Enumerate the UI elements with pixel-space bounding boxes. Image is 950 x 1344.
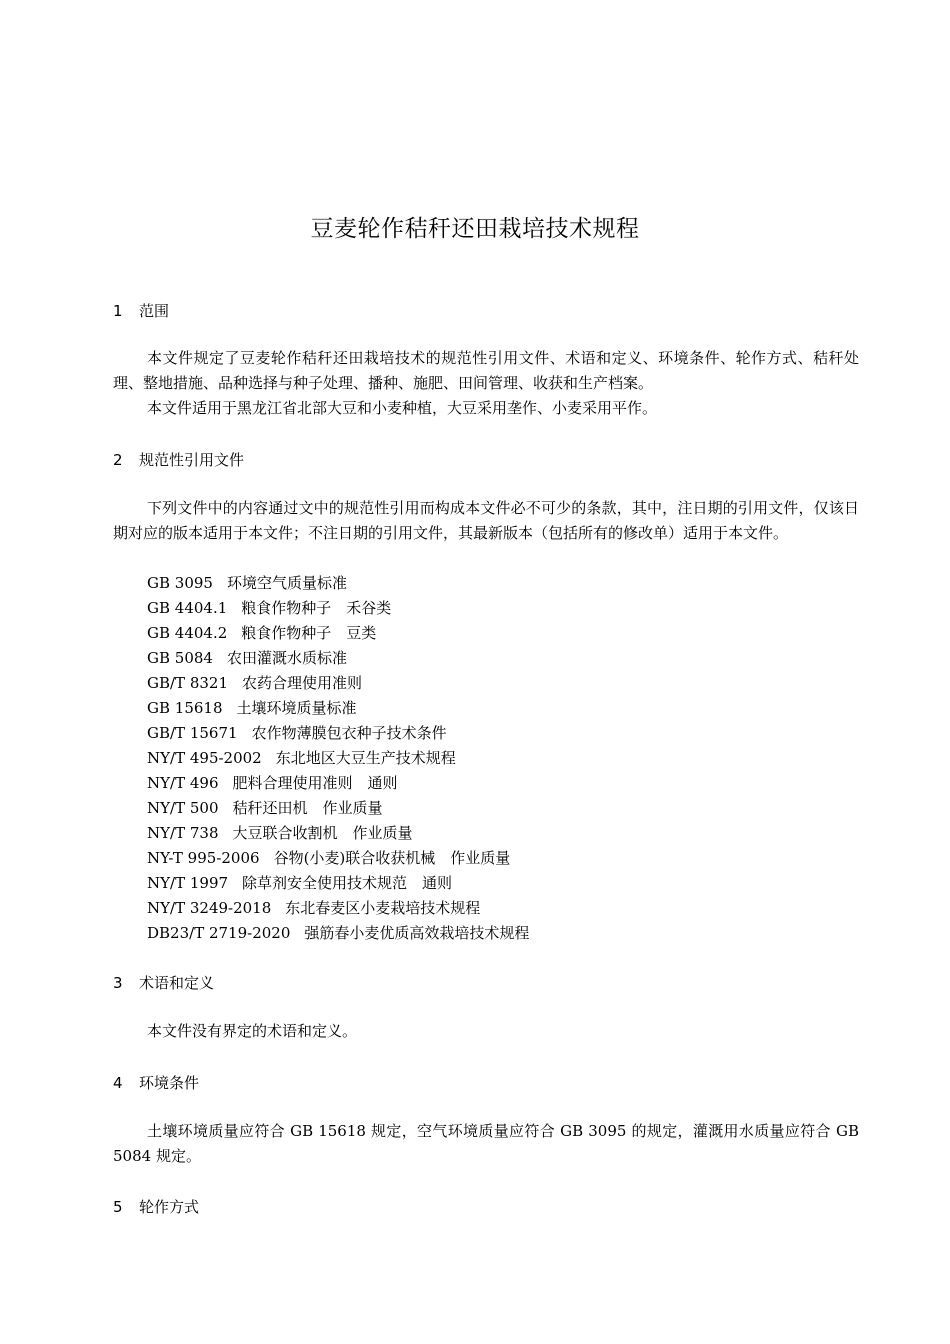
reference-code: GB 15618: [147, 699, 223, 717]
reference-item: [147, 621, 376, 646]
reference-code: NY/T 738: [147, 824, 219, 842]
reference-code: GB/T 15671: [147, 724, 238, 742]
section-heading-1: [113, 301, 169, 321]
section-number: 3: [113, 974, 123, 992]
reference-item: [147, 771, 398, 796]
reference-item: [147, 721, 447, 746]
reference-name: 除草剂安全使用技术规范 通则: [242, 874, 453, 892]
reference-name: 大豆联合收割机 作业质量: [232, 824, 413, 842]
reference-name: 粮食作物种子 禾谷类: [241, 599, 392, 617]
reference-item: [147, 696, 357, 721]
section-number: 5: [113, 1198, 123, 1216]
reference-name: 农作物薄膜包衣种子技术条件: [251, 724, 447, 742]
reference-name: 环境空气质量标准: [226, 574, 347, 592]
section-title: 范围: [139, 302, 170, 320]
reference-code: NY/T 495-2002: [147, 749, 262, 767]
reference-item: [147, 646, 347, 671]
reference-item: [147, 846, 510, 871]
reference-code: GB 4404.1: [147, 599, 228, 617]
reference-item: [147, 671, 362, 696]
paragraph: 本文件适用于黑龙江省北部大豆和小麦种植，大豆采用垄作、小麦采用平作。: [147, 399, 658, 417]
reference-name: 谷物(小麦)联合收获机械 作业质量: [273, 849, 511, 867]
section-number: 4: [113, 1074, 123, 1092]
paragraph: 本文件规定了豆麦轮作秸秆还田栽培技术的规范性引用文件、术语和定义、环境条件、轮作方式、秸秆处理、整地措施、品种选择与种子处理、播种、施肥、田间管理、收获和生产档案。: [113, 349, 859, 392]
reference-code: NY/T 3249-2018: [147, 899, 272, 917]
reference-name: 农田灌溉水质标准: [226, 649, 347, 667]
section-heading-2: [113, 450, 244, 470]
reference-name: 农药合理使用准则: [242, 674, 363, 692]
reference-code: GB 5084: [147, 649, 213, 667]
reference-item: [147, 871, 452, 896]
reference-name: 东北地区大豆生产技术规程: [275, 749, 456, 767]
reference-name: 秸秆还田机 作业质量: [232, 799, 383, 817]
reference-code: GB 4404.2: [147, 624, 228, 642]
section-title: 术语和定义: [139, 974, 215, 992]
reference-code: DB23/T 2719-2020: [147, 924, 291, 942]
reference-code: NY-T 995-2006: [147, 849, 260, 867]
section-number: 2: [113, 451, 123, 469]
reference-item: [147, 896, 480, 921]
reference-name: 东北春麦区小麦栽培技术规程: [285, 899, 481, 917]
section-title: 轮作方式: [139, 1198, 200, 1216]
paragraph: 下列文件中的内容通过文中的规范性引用而构成本文件必不可少的条款，其中，注日期的引用文件，仅该日期对应的版本适用于本文件；不注日期的引用文件，其最新版本（包括所有的修改单）适用于本文件。: [113, 499, 859, 542]
reference-code: NY/T 496: [147, 774, 219, 792]
reference-code: NY/T 1997: [147, 874, 229, 892]
section-heading-5: [113, 1197, 199, 1217]
section-title: 环境条件: [139, 1074, 200, 1092]
paragraph: 土壤环境质量应符合 GB 15618 规定，空气环境质量应符合 GB 3095 的规定，灌溉用水质量应符合 GB 5084 规定。: [113, 1122, 859, 1165]
document-title: 豆麦轮作秸秆还田栽培技术规程: [310, 216, 640, 242]
reference-item: [147, 746, 456, 771]
reference-name: 粮食作物种子 豆类: [241, 624, 377, 642]
reference-code: NY/T 500: [147, 799, 219, 817]
reference-code: GB/T 8321: [147, 674, 229, 692]
paragraph: 本文件没有界定的术语和定义。: [147, 1022, 358, 1040]
reference-name: 土壤环境质量标准: [236, 699, 357, 717]
reference-name: 肥料合理使用准则 通则: [232, 774, 398, 792]
section-heading-3: [113, 973, 214, 993]
reference-name: 强筋春小麦优质高效栽培技术规程: [304, 924, 530, 942]
reference-item: [147, 596, 391, 621]
reference-item: [147, 921, 529, 946]
reference-item: [147, 571, 347, 596]
section-number: 1: [113, 302, 123, 320]
reference-code: GB 3095: [147, 574, 213, 592]
reference-item: [147, 796, 383, 821]
section-heading-4: [113, 1073, 199, 1093]
section-title: 规范性引用文件: [139, 451, 245, 469]
reference-item: [147, 821, 413, 846]
